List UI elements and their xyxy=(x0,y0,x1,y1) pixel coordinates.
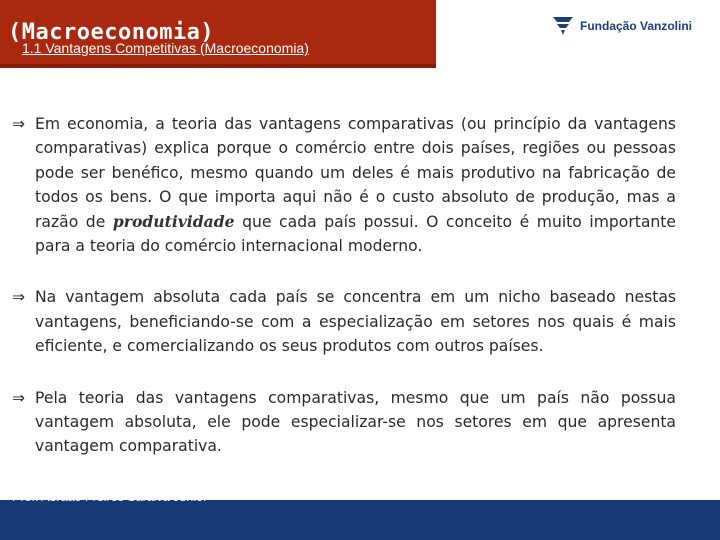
footer-author-2: Prof. Abraão Freires Saraiva Júnior xyxy=(12,490,208,504)
double-arrow-right-icon: ⇒ xyxy=(12,115,26,133)
logo-text: Fundação Vanzolini xyxy=(580,19,693,33)
content-body xyxy=(12,112,676,486)
page-title: (Macroeconomia) xyxy=(8,20,215,45)
footer-author-1: Prof. Reinaldo Pacheco da Costa xyxy=(12,476,197,490)
double-arrow-right-icon: ⇒ xyxy=(12,288,26,307)
emphasis-text: produtividade xyxy=(112,211,235,231)
double-arrow-right-icon: ⇒ xyxy=(12,388,26,407)
bullet-item xyxy=(12,285,676,358)
page-subtitle: 1.1 Vantagens Competitivas (Macroeconomia) xyxy=(22,40,309,56)
bullet-item xyxy=(12,386,676,459)
footer-authors xyxy=(12,476,207,504)
bullet-text: Pela teoria das vantagens comparativas, mesmo que um país não possua vantagem absoluta, ele pode especializar-se nos setores em que apresenta vantagem comparativa. xyxy=(35,388,676,456)
vanzolini-logo xyxy=(552,14,692,38)
bullet-item xyxy=(12,112,676,258)
bullet-text: Em economia, a teoria das vantagens comparativas (ou princípio da vantagens comparativas) explica porque o comércio entre dois países, regiões ou pessoas pode ser benéfico, mesmo quando um deles é mais produtivo na fabricação de todos os bens. O que importa aqui não é o custo absoluto de produção, mas a razão de xyxy=(35,115,676,231)
footer-bar xyxy=(0,500,720,540)
footer-date: 21/04/2014 xyxy=(611,487,690,502)
vanzolini-logo-icon xyxy=(552,15,574,37)
bullet-text: Na vantagem absoluta cada país se concentra em um nicho baseado nestas vantagens, beneficiando-se com a especialização em setores nos quais é mais eficiente, e comercializando os seus produtos com outros países. xyxy=(35,288,676,356)
bullet-text: que cada país possui. O conceito é muito importante para a teoria do comércio internacional moderno. xyxy=(35,212,677,256)
